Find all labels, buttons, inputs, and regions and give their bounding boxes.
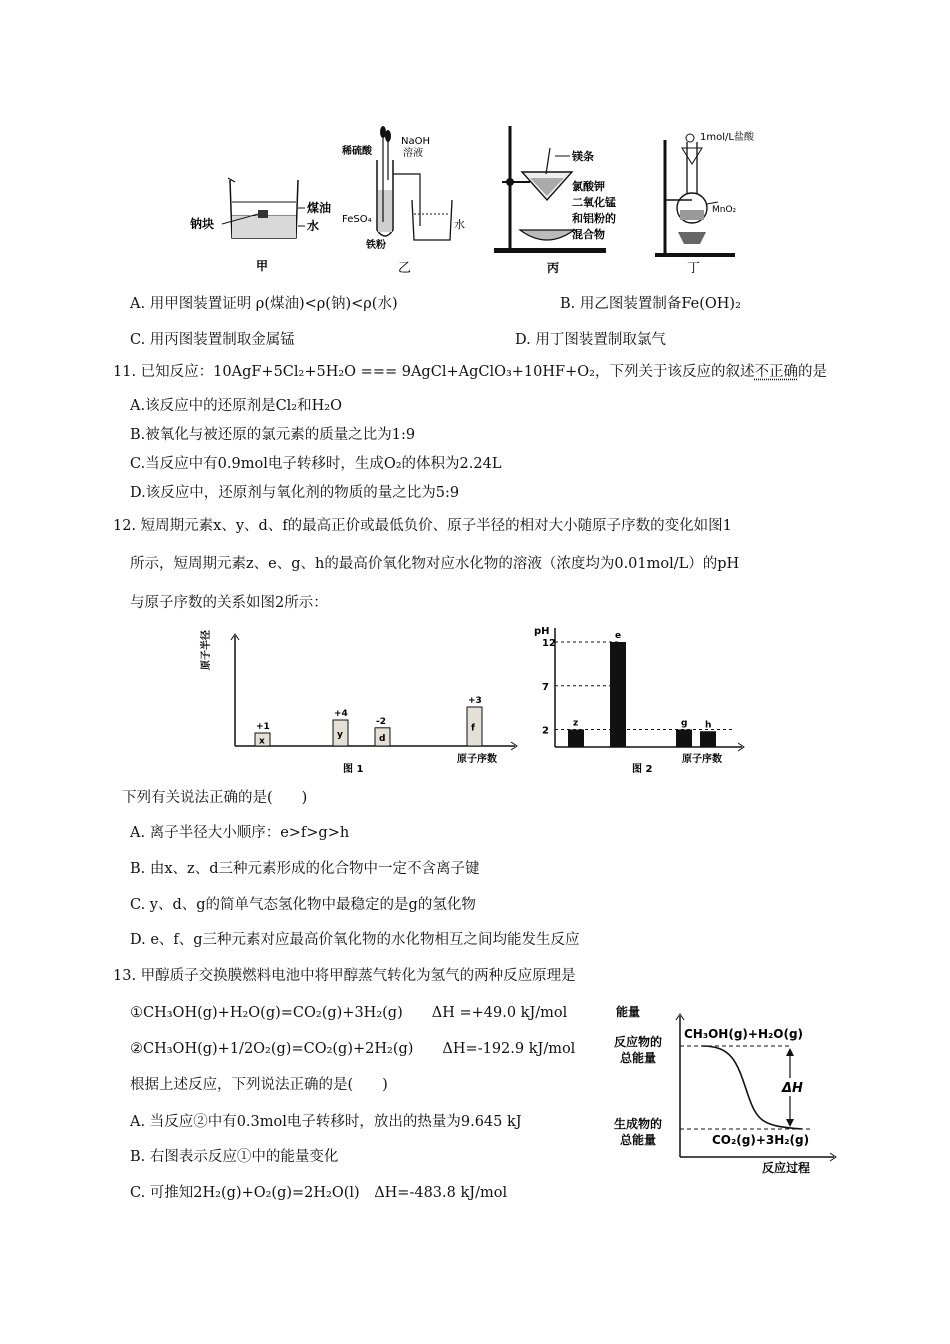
q11-option-b: B.被氧化与被还原的氯元素的质量之比为1:9 — [130, 427, 416, 443]
chart2-bar-label-g: g — [681, 718, 688, 729]
q11-option-a: A.该反应中的还原剂是Cl₂和H₂O — [130, 398, 342, 414]
label-mno2: MnO₂ — [712, 205, 737, 215]
q10-option-b: B. 用乙图装置制备Fe(OH)₂ — [560, 296, 741, 312]
q12-question: 下列有关说法正确的是( ) — [122, 790, 308, 806]
q13-reaction-1: ①CH₃OH(g)+H₂O(g)=CO₂(g)+3H₂(g) ΔH =+49.0 kJ/mol — [130, 1005, 568, 1021]
q11-stem-after: 的是 — [797, 364, 827, 380]
caption-ding: 丁 — [687, 261, 701, 276]
q10-option-d: D. 用丁图装置制取氯气 — [515, 332, 666, 348]
chart1-bar-label-f: f — [471, 723, 475, 734]
q11-option-d: D.该反应中，还原剂与氧化剂的物质的量之比为5:9 — [130, 485, 460, 501]
caption-bing: 丙 — [547, 261, 560, 275]
q12-line1: 12. 短周期元素x、y、d、f的最高正价或最低负价、原子半径的相对大小随原子序数的变化如图1 — [113, 518, 732, 534]
energy-diagram — [612, 1002, 842, 1177]
label-hcl: 1mol/L盐酸 — [700, 132, 754, 143]
chart1-ylabel: 原子半径 — [201, 630, 212, 670]
label-solution: 溶液 — [403, 148, 423, 159]
q13-option-a: A. 当反应②中有0.3mol电子转移时，放出的热量为9.645 kJ — [130, 1114, 522, 1130]
chart1-valence-x: +1 — [256, 722, 270, 732]
chart2-bar-h — [700, 731, 716, 747]
chart2-xlabel: 原子序数 — [682, 754, 722, 765]
q12-line2: 所示，短周期元素z、e、g、h的最高价氧化物对应水化物的溶液（浓度均为0.01mol/L）的pH — [130, 556, 740, 572]
reactant-energy-label-2: 总能量 — [620, 1051, 657, 1065]
label-acid: 稀硫酸 — [342, 146, 372, 157]
q11-stem — [113, 362, 827, 382]
label-mix2: 和铝粉的 — [572, 212, 616, 225]
chart-2 — [530, 620, 750, 780]
label-naoh: NaOH — [401, 136, 430, 147]
reactants-formula: CH₃OH(g)+H₂O(g) — [684, 1027, 804, 1041]
q11-option-c: C.当反应中有0.9mol电子转移时，生成O₂的体积为2.24L — [130, 456, 502, 472]
label-sodium: 钠块 — [190, 217, 215, 231]
label-iron: 铁粉 — [366, 240, 386, 251]
q12-option-d: D. e、f、g三种元素对应最高价氧化物的水化物相互之间均能发生反应 — [130, 932, 580, 948]
chart1-bar-label-y: y — [337, 730, 343, 740]
q13-option-c: C. 可推知2H₂(g)+O₂(g)=2H₂O(l) ΔH=-483.8 kJ/mol — [130, 1185, 508, 1201]
chart2-bar-z — [568, 730, 584, 748]
chart1-bar-label-x: x — [259, 736, 265, 747]
label-kclo3: 氯酸钾 — [572, 180, 605, 193]
energy-ylabel: 能量 — [616, 1005, 641, 1019]
q12-option-c: C. y、d、g的简单气态氢化物中最稳定的是g的氢化物 — [130, 897, 476, 913]
q12-line3: 与原子序数的关系如图2所示： — [130, 595, 328, 611]
chart2-title: 图 2 — [632, 764, 653, 775]
energy-xlabel: 反应过程 — [762, 1161, 811, 1175]
label-mix3: 混合物 — [572, 228, 605, 241]
chart1-title: 图 1 — [343, 764, 364, 775]
chart1-valence-f: +3 — [468, 696, 482, 706]
delta-h-label: ΔH — [782, 1081, 803, 1096]
label-mg: 镁条 — [572, 150, 594, 163]
q13-question: 根据上述反应，下列说法正确的是( ) — [130, 1077, 388, 1093]
q13-option-b: B. 右图表示反应①中的能量变化 — [130, 1149, 339, 1165]
label-yi-water: 水 — [454, 218, 465, 231]
q12-option-a: A. 离子半径大小顺序：e>f>g>h — [130, 825, 350, 841]
label-water: 水 — [307, 219, 320, 233]
chart2-bar-label-e: e — [615, 631, 622, 641]
q13-stem: 13. 甲醇质子交换膜燃料电池中将甲醇蒸气转化为氢气的两种反应原理是 — [113, 968, 576, 984]
chart1-bar-label-d: d — [379, 733, 386, 744]
chart-1 — [195, 628, 525, 778]
figure-yi — [341, 126, 465, 276]
chart1-valence-y: +4 — [334, 709, 348, 719]
chart2-ytick-2: 2 — [542, 725, 549, 737]
chart2-bar-e — [610, 642, 626, 747]
caption-jia: 甲 — [256, 259, 269, 273]
products-formula: CO₂(g)+3H₂(g) — [712, 1133, 810, 1147]
label-kerosene: 煤油 — [307, 201, 332, 215]
product-energy-label-2: 总能量 — [620, 1133, 657, 1147]
reactant-energy-label-1: 反应物的 — [614, 1035, 663, 1049]
chart1-valence-d: -2 — [376, 716, 386, 727]
q12-option-b: B. 由x、z、d三种元素形成的化合物中一定不含离子键 — [130, 861, 480, 877]
figure-jia — [190, 178, 331, 273]
q10-option-c: C. 用丙图装置制取金属锰 — [130, 332, 295, 348]
chart2-bar-label-z: z — [573, 718, 579, 729]
chart2-bar-label-h: h — [705, 720, 712, 731]
chart2-ylabel: pH — [534, 626, 550, 637]
figure-ding — [655, 130, 755, 276]
chart2-ytick-12: 12 — [542, 638, 556, 649]
apparatus-figures — [180, 120, 800, 285]
label-mix1: 二氧化锰 — [572, 196, 616, 209]
q11-stem-emph: 不正确 — [754, 364, 798, 380]
q10-option-a: A. 用甲图装置证明 ρ(煤油)<ρ(钠)<ρ(水) — [130, 296, 398, 312]
q11-stem-before: 11. 已知反应：10AgF+5Cl₂+5H₂O === 9AgCl+AgClO₃+10HF+O₂，下列关于该反应的叙述 — [113, 364, 755, 380]
chart2-ytick-7: 7 — [542, 681, 549, 693]
chart1-xlabel: 原子序数 — [457, 754, 497, 765]
caption-yi: 乙 — [398, 261, 412, 276]
q13-reaction-2: ②CH₃OH(g)+1/2O₂(g)=CO₂(g)+2H₂(g) ΔH=-192.9 kJ/mol — [130, 1041, 576, 1057]
figure-bing — [494, 126, 616, 275]
product-energy-label-1: 生成物的 — [614, 1117, 663, 1131]
label-feso4: FeSO₄ — [342, 214, 372, 225]
chart2-bar-g — [676, 730, 692, 748]
